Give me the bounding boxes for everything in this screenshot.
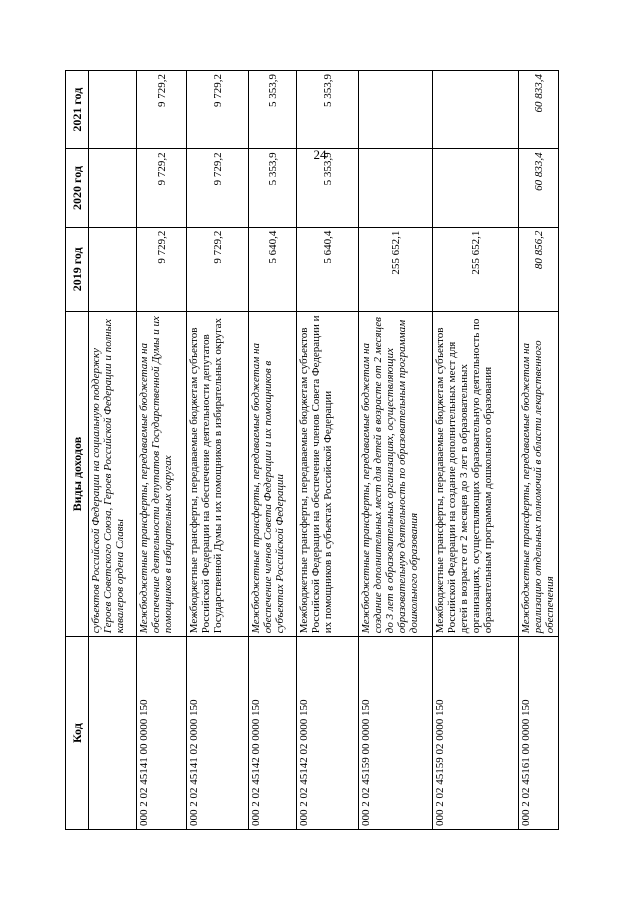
row-name: Межбюджетные трансферты, передаваемые бюджетам субъектов Российской Федерации на обеспечение членов Совета Федерации и их помощников в субъектах Российской Федерации xyxy=(297,311,359,636)
header-2019: 2019 год xyxy=(66,227,89,311)
row-2019: 255 652,1 xyxy=(359,227,433,311)
row-2020: 9 729,2 xyxy=(187,149,249,227)
row-code: 000 2 02 45159 02 0000 150 xyxy=(433,637,519,830)
row-2019: 255 652,1 xyxy=(433,227,519,311)
row-2020: 60 833,4 xyxy=(519,149,559,227)
row-2019: 9 729,2 xyxy=(187,227,249,311)
row-code: 000 2 02 45161 00 0000 150 xyxy=(519,637,559,830)
row-name: Межбюджетные трансферты, передаваемые бюджетам субъектов Российской Федерации на создание дополнительных мест для детей в возрасте от 2 месяцев до 3 лет в образовательных организациях, осуществляющих образовательную деятельность по образовательным программам дошкольного образования xyxy=(433,311,519,636)
table-row xyxy=(519,71,559,830)
row-2021 xyxy=(433,71,519,149)
row-2020: 5 353,9 xyxy=(297,149,359,227)
row-name: субъектов Российской Федерации на социальную поддержку Героев Советского Союза, Героев Российской Федерации и полных кавалеров ордена Славы xyxy=(89,311,137,636)
row-2021: 5 353,9 xyxy=(297,71,359,149)
row-code: 000 2 02 45141 02 0000 150 xyxy=(187,637,249,830)
row-2020 xyxy=(433,149,519,227)
page-number: 24 xyxy=(313,147,327,162)
row-2019 xyxy=(89,227,137,311)
row-code: 000 2 02 45159 00 0000 150 xyxy=(359,637,433,830)
table-row xyxy=(359,71,433,830)
row-2020: 5 353,9 xyxy=(249,149,297,227)
row-code xyxy=(89,637,137,830)
row-2020 xyxy=(89,149,137,227)
row-2019: 9 729,2 xyxy=(137,227,187,311)
row-name: Межбюджетные трансферты, передаваемые бюджетам на обеспечение членов Совета Федерации и их помощников в субъектах Российской Федерации xyxy=(249,311,297,636)
header-2021: 2021 год xyxy=(66,71,89,149)
header-2020: 2020 год xyxy=(66,149,89,227)
row-name: Межбюджетные трансферты, передаваемые бюджетам на реализацию отдельных полномочий в области лекарственного обеспечения xyxy=(519,311,559,636)
header-code: Код xyxy=(66,637,89,830)
table-row xyxy=(89,71,137,830)
table-row xyxy=(433,71,519,830)
row-2021 xyxy=(359,71,433,149)
row-code: 000 2 02 45141 00 0000 150 xyxy=(137,637,187,830)
revenue-table xyxy=(65,70,559,830)
row-name: Межбюджетные трансферты, передаваемые бюджетам на обеспечение деятельности депутатов Государственной Думы и их помощников в избирательных округах xyxy=(137,311,187,636)
row-code: 000 2 02 45142 00 0000 150 xyxy=(249,637,297,830)
row-name: Межбюджетные трансферты, передаваемые бюджетам субъектов Российской Федерации на обеспечение деятельности депутатов Государственной Думы и их помощников в избирательных округах xyxy=(187,311,249,636)
header-name: Виды доходов xyxy=(66,311,89,636)
table-row xyxy=(137,71,187,830)
row-name: Межбюджетные трансферты, передаваемые бюджетам на создание дополнительных мест для детей в возрасте от 2 месяцев до 3 лет в образовательных организациях, осуществляющих образовательную деятельность по образовательным программам дошкольного образования xyxy=(359,311,433,636)
row-2021 xyxy=(89,71,137,149)
row-2021: 60 833,4 xyxy=(519,71,559,149)
row-2021: 9 729,2 xyxy=(187,71,249,149)
table-header-row xyxy=(66,71,89,830)
table-row xyxy=(187,71,249,830)
row-code: 000 2 02 45142 02 0000 150 xyxy=(297,637,359,830)
row-2019: 5 640,4 xyxy=(297,227,359,311)
row-2020: 9 729,2 xyxy=(137,149,187,227)
row-2020 xyxy=(359,149,433,227)
table-row xyxy=(297,71,359,830)
row-2019: 5 640,4 xyxy=(249,227,297,311)
row-2019: 80 856,2 xyxy=(519,227,559,311)
table-row xyxy=(249,71,297,830)
row-2021: 9 729,2 xyxy=(137,71,187,149)
row-2021: 5 353,9 xyxy=(249,71,297,149)
rotated-table-container xyxy=(65,70,556,830)
